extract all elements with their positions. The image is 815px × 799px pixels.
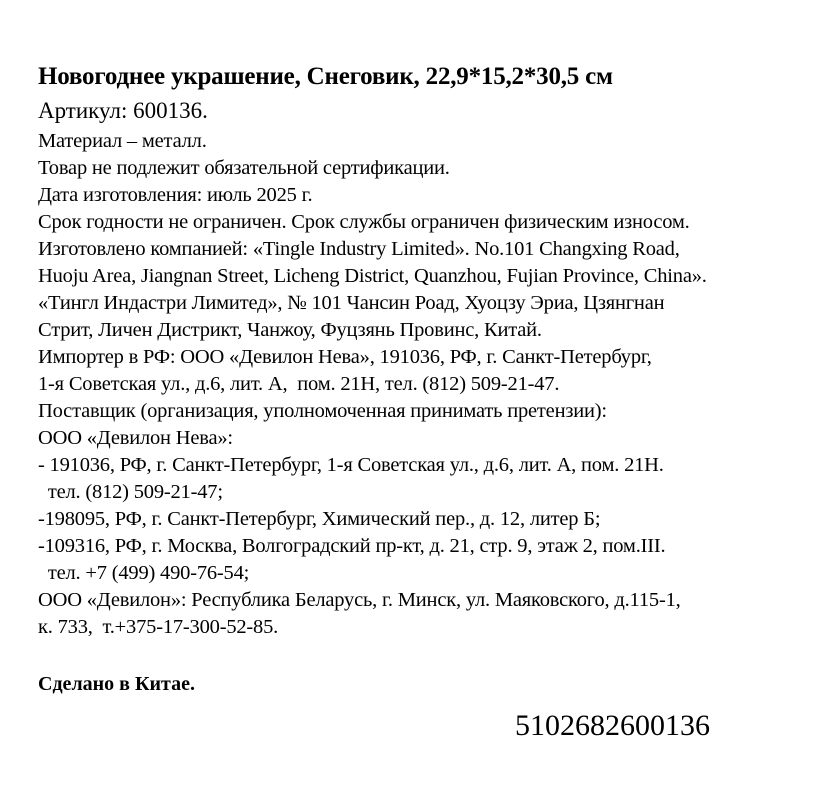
text-line: Срок годности не ограничен. Срок службы ограничен физическим износом.	[38, 211, 690, 233]
text-line: ООО «Девилон»: Республика Беларусь, г. Минск, ул. Маяковского, д.115-1,	[38, 589, 681, 611]
text-line: Товар не подлежит обязательной сертификации.	[38, 157, 450, 179]
text-line: Изготовлено компанией: «Tingle Industry Limited». No.101 Changxing Road,	[38, 238, 680, 260]
text-line: -198095, РФ, г. Санкт-Петербург, Химический пер., д. 12, литер Б;	[38, 508, 601, 530]
text-line: к. 733, т.+375-17-300-52-85.	[38, 616, 279, 638]
product-title: Новогоднее украшение, Снеговик, 22,9*15,2*30,5 см	[38, 63, 613, 90]
made-in-label: Сделано в Китае.	[38, 673, 195, 695]
barcode-number: 5102682600136	[515, 709, 710, 742]
text-line: Huoju Area, Jiangnan Street, Licheng District, Quanzhou, Fujian Province, China».	[38, 265, 707, 287]
text-line: Импортер в РФ: ООО «Девилон Нева», 191036, РФ, г. Санкт-Петербург,	[38, 346, 652, 368]
text-line: ООО «Девилон Нева»:	[38, 427, 233, 449]
article-number: Артикул: 600136.	[38, 98, 208, 123]
text-line: «Тингл Индастри Лимитед», № 101 Чансин Роад, Хуоцзу Эриа, Цзянгнан	[38, 292, 665, 314]
text-line: 1-я Советская ул., д.6, лит. А, пом. 21Н, тел. (812) 509-21-47.	[38, 373, 560, 395]
text-line: Дата изготовления: июль 2025 г.	[38, 184, 313, 206]
text-line: - 191036, РФ, г. Санкт-Петербург, 1-я Советская ул., д.6, лит. А, пом. 21Н.	[38, 454, 664, 476]
text-line: Стрит, Личен Дистрикт, Чанжоу, Фуцзянь Провинс, Китай.	[38, 319, 542, 341]
text-line: Материал – металл.	[38, 130, 207, 152]
text-line: -109316, РФ, г. Москва, Волгоградский пр-кт, д. 21, стр. 9, этаж 2, пом.III.	[38, 535, 666, 557]
text-line: Поставщик (организация, уполномоченная принимать претензии):	[38, 400, 607, 422]
product-details-text	[38, 128, 785, 641]
text-line: тел. (812) 509-21-47;	[38, 481, 223, 503]
text-line: тел. +7 (499) 490-76-54;	[38, 562, 250, 584]
